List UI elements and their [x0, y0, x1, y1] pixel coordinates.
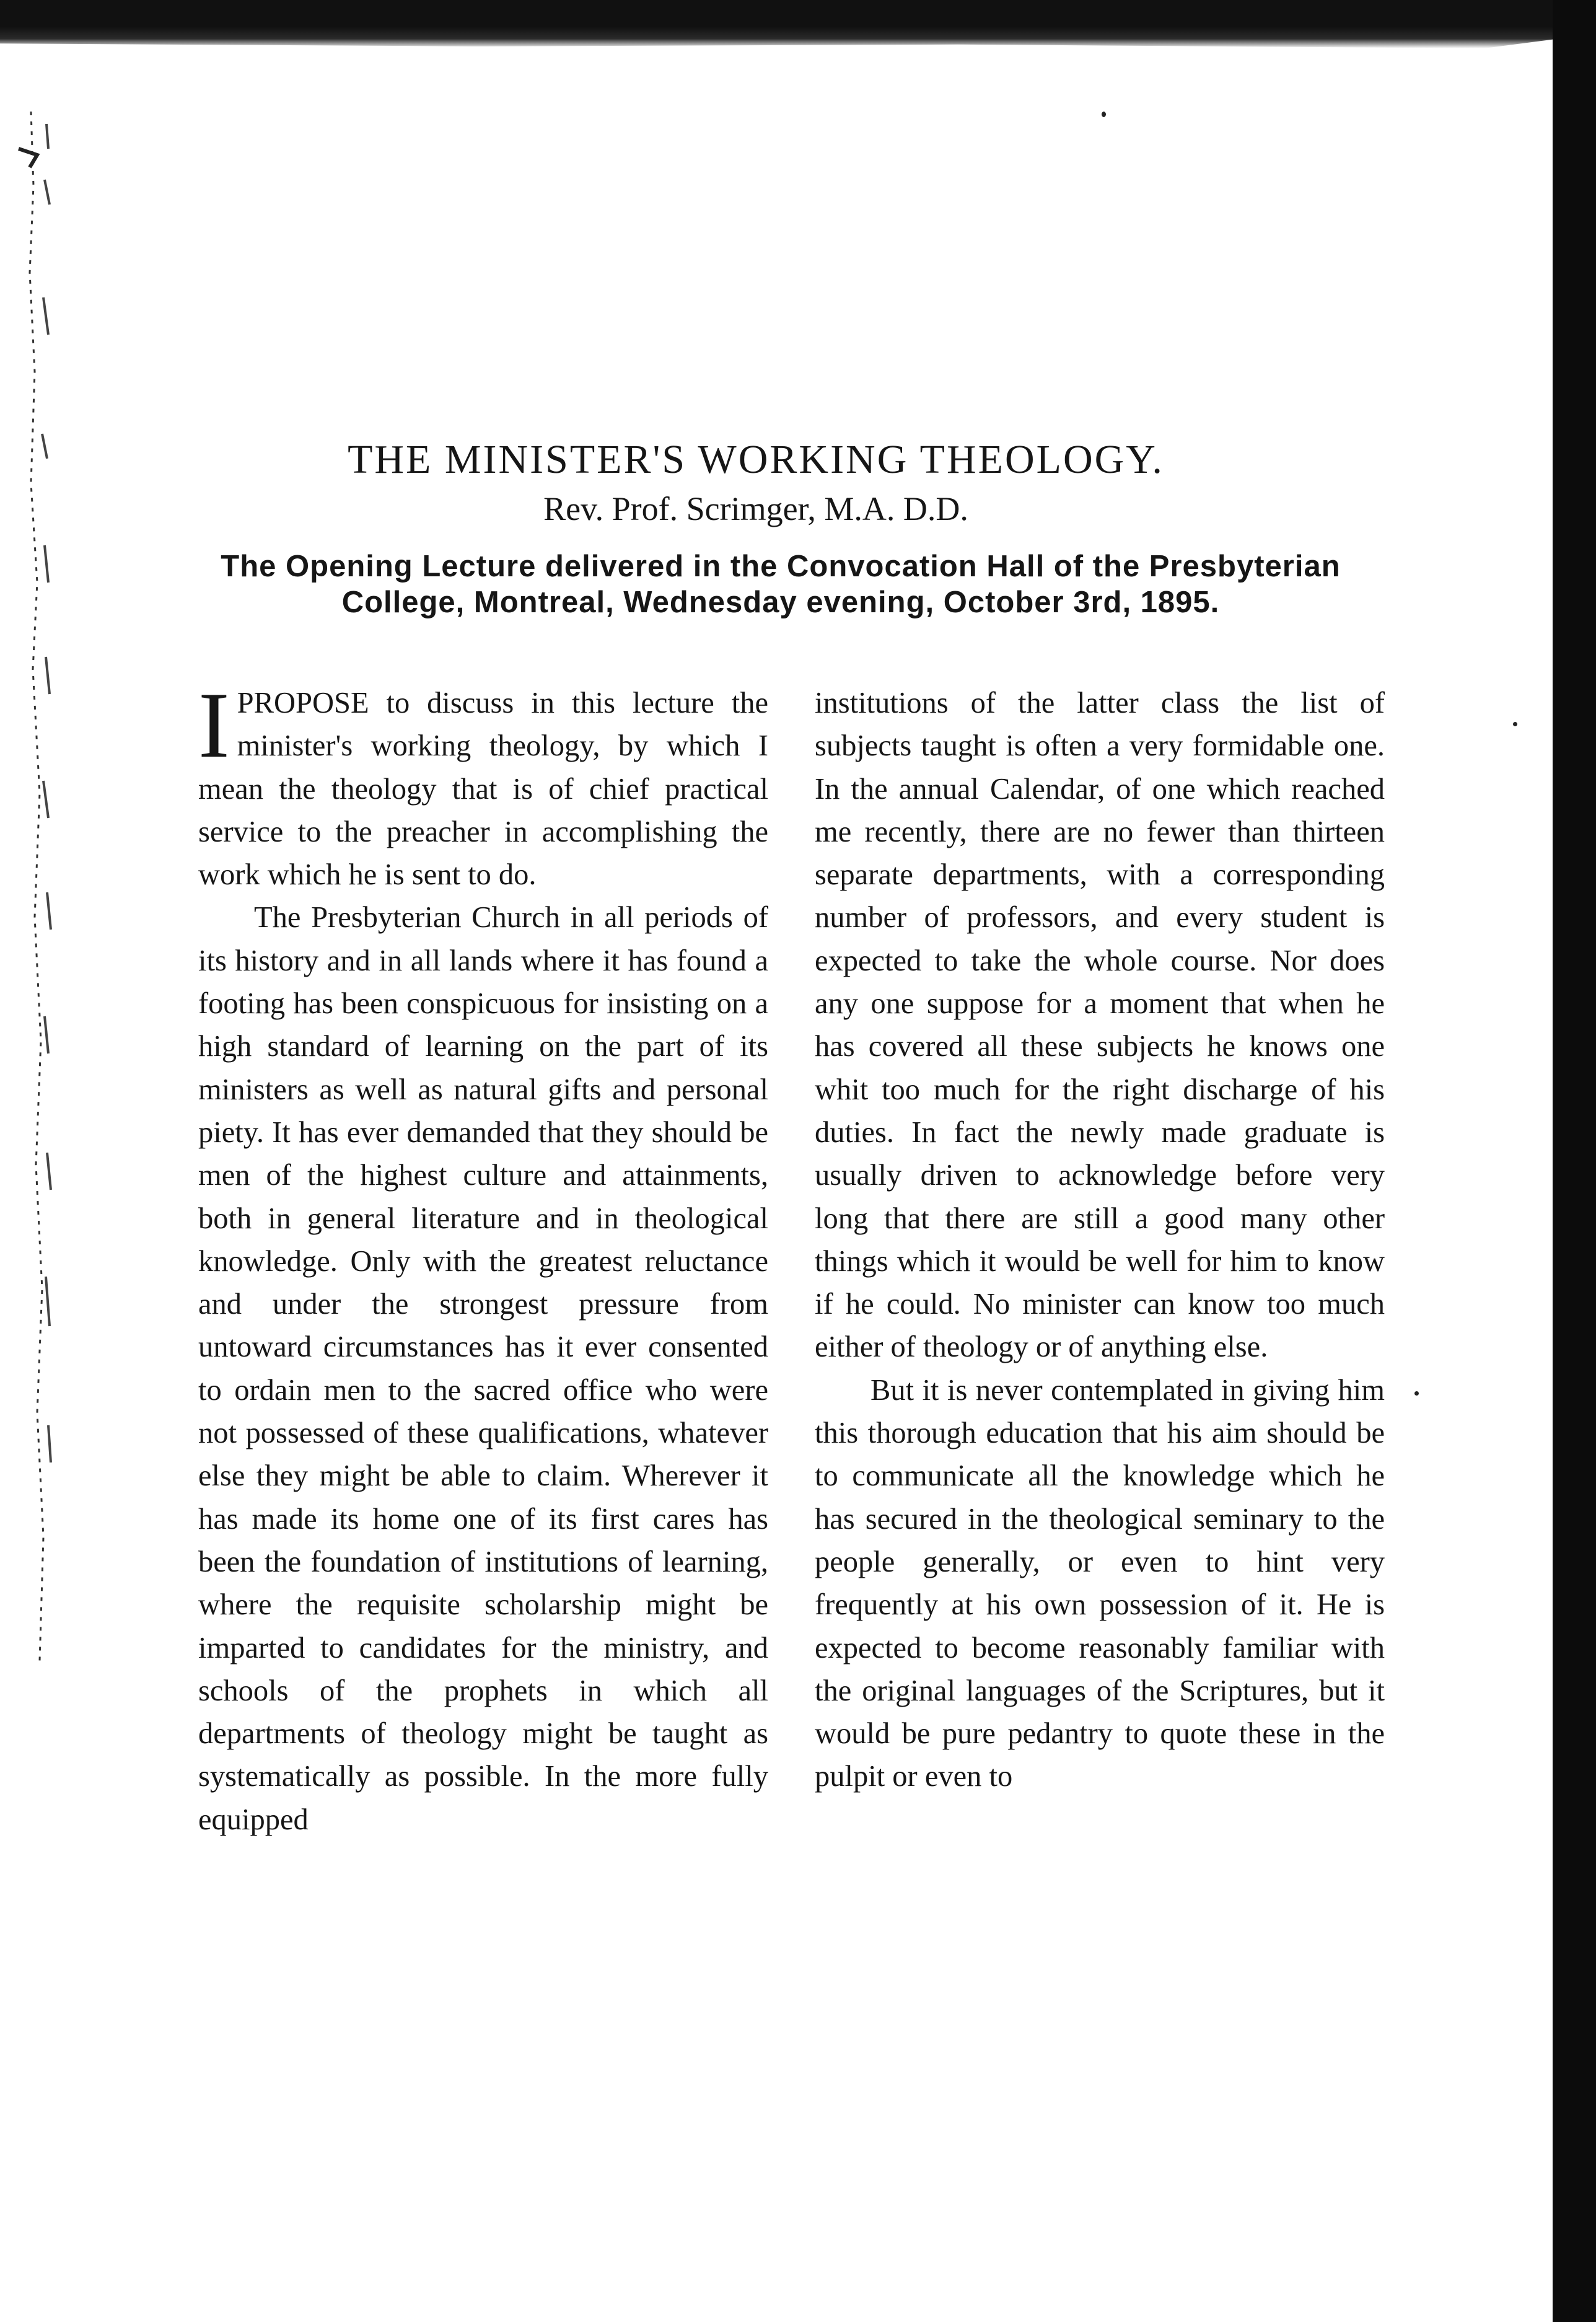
scan-right-border [1553, 0, 1596, 2322]
paragraph: institutions of the latter class the list of subjects taught is often a very formidable one. In the annual Calendar, of one which reached me recently, there are no fewer than thirteen separate departments, with a corresponding number of professors, and every student is expected to take the whole course. Nor does any one suppose for a moment that when he has covered all these subjects he knows one whit too much for the right discharge of his duties. In fact the newly made graduate is usually driven to acknowledge before very long that there are still a good many other things which it would be well for him to know if he could. No minister can know too much either of theology or of anything else. [815, 687, 1385, 1364]
text-column-left [198, 673, 768, 1841]
scan-left-edge-marks [12, 112, 68, 1661]
paragraph-text: PROPOSE to discuss in this lecture the minister's working theology, by which I mean the theology that is of chief practical service to the preacher in accomplishing the work which he is sent to do. [198, 687, 768, 892]
scan-speck [1102, 112, 1106, 117]
paragraph: The Presbyterian Church in all periods of its history and in all lands where it has found a footing has been conspicuous for insisting on a high standard of learning on the part of its ministers as well as natural gifts and personal piety. It has ever demanded that they should be men of the highest culture and attainments, both in general literature and in theological knowledge. Only with the greatest reluctance and under the strongest pressure from untoward circumstances has it ever consented to ordain men to the sacred office who were not possessed of these qualifications, whatever else they might be able to claim. Wherever it has made its home one of its first cares has been the foundation of institutions of learning, where the requisite scholarship might be imparted to candidates for the ministry, and schools of the prophets in which all departments of theology might be taught as systematically as possible. In the more fully equipped [198, 901, 768, 1836]
paragraph: But it is never contemplated in giving him this thorough education that his aim should be to communicate all the knowledge which he has secured in the theological seminary to the people generally, or even to hint very frequently at his own possession of it. He is expected to become reasonably familiar with the original languages of the Scriptures, but it would be pure pedantry to quote these in the pulpit or even to [815, 1373, 1385, 1793]
text-column-right [815, 682, 1385, 1798]
scan-speck [1414, 1391, 1419, 1396]
scan-top-border [0, 0, 1596, 48]
article-title: THE MINISTER'S WORKING THEOLOGY. [348, 437, 1164, 483]
article-subtitle: The Opening Lecture delivered in the Convocation Hall of the Presbyterian College, Montreal, Wednesday evening, October 3rd, 1895. [221, 550, 1341, 619]
scan-speck [1513, 722, 1517, 726]
paragraph [198, 673, 768, 896]
drop-cap: I [198, 673, 230, 777]
article-author: Rev. Prof. Scrimger, M.A. D.D. [543, 490, 968, 527]
